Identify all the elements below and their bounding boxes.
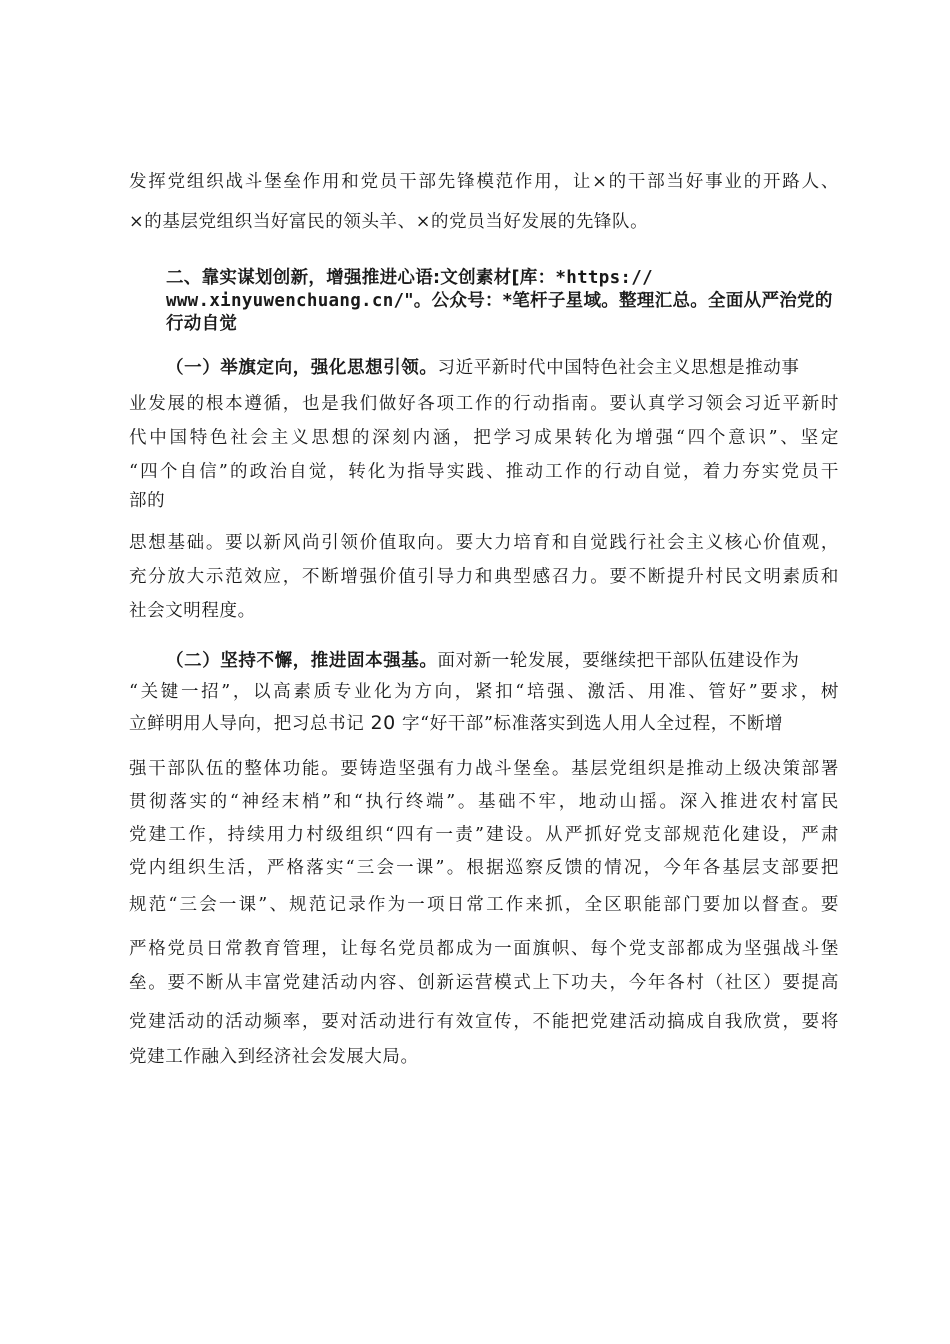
section-2-line-7: 党内组织生活，严格落实“三会一课”。根据巡察反馈的情况，今年各基层支部要把 bbox=[129, 858, 839, 878]
section-2-line-3 bbox=[129, 711, 839, 736]
heading-line-2 bbox=[166, 289, 846, 313]
section-1-line-6: 思想基础。要以新风尚引领价值取向。要大力培育和自觉践行社会主义核心价值观， bbox=[129, 533, 839, 553]
section-1-line-1-rest: 习近平新时代中国特色社会主义思想是推动事 bbox=[437, 358, 800, 378]
section-1-line-7: 充分放大示范效应，不断增强价值引导力和典型感召力。要不断提升村民文明素质和 bbox=[129, 567, 839, 587]
intro-line-1: 发挥党组织战斗堡垒作用和党员干部先锋模范作用，让×的干部当好事业的开路人、 bbox=[129, 172, 839, 192]
section-2-lead: （二）坚持不懈，推进固本强基。 bbox=[166, 651, 438, 671]
section-2-line-11: 党建活动的活动频率，要对活动进行有效宣传，不能把党建活动搞成自我欣赏，要将 bbox=[129, 1012, 839, 1032]
section-2-line-9: 严格党员日常教育管理，让每名党员都成为一面旗帜、每个党支部都成为坚强战斗堡 bbox=[129, 939, 839, 959]
section-1-line-4: “四个自信”的政治自觉，转化为指导实践、推动工作的行动自觉，着力夯实党员干 bbox=[129, 462, 839, 482]
section-2-line-1-rest: 面对新一轮发展，要继续把干部队伍建设作为 bbox=[437, 651, 800, 671]
section-1-line-5: 部的 bbox=[129, 491, 166, 511]
section-2-line-3-num: 20 bbox=[370, 712, 396, 734]
intro-line-2: ×的基层党组织当好富民的领头羊、×的党员当好发展的先锋队。 bbox=[129, 212, 649, 232]
section-2-line-5: 贯彻落实的“神经末梢”和“执行终端”。基础不牢，地动山摇。深入推进农村富民 bbox=[129, 792, 839, 812]
section-2-line-12: 党建工作融入到经济社会发展大局。 bbox=[129, 1047, 419, 1067]
section-2-line-4: 强干部队伍的整体功能。要铸造坚强有力战斗堡垒。基层党组织是推动上级决策部署 bbox=[129, 759, 839, 779]
heading-url: www.xinyuwenchuang.cn/ bbox=[166, 291, 405, 311]
heading-url-start: *https:// bbox=[555, 268, 653, 288]
heading-line-1 bbox=[166, 266, 846, 290]
section-2-line-2: “关键一招”，以高素质专业化为方向，紧扣“培强、激活、用准、管好”要求，树 bbox=[129, 682, 839, 702]
section-1-line-8: 社会文明程度。 bbox=[129, 601, 256, 621]
section-1-lead: （一）举旗定向，强化思想引领。 bbox=[166, 358, 438, 378]
section-2-line-10: 垒。要不断从丰富党建活动内容、创新运营模式上下功夫，今年各村（社区）要提高 bbox=[129, 973, 839, 993]
section-1-line-1 bbox=[166, 356, 806, 380]
section-2-line-1 bbox=[166, 649, 839, 673]
section-2-line-3-b: 字“好干部”标准落实到选人用人全过程，不断增 bbox=[402, 714, 784, 734]
section-1-line-2: 业发展的根本遵循，也是我们做好各项工作的行动指南。要认真学习领会习近平新时 bbox=[129, 394, 839, 414]
heading-title: 二、靠实谋划创新，增强推进心语:文创素材[库： bbox=[166, 268, 556, 288]
section-2-line-3-a: 立鲜明用人导向，把习总书记 bbox=[129, 714, 365, 734]
heading-line-3: 行动自觉 bbox=[166, 314, 238, 334]
section-1-line-3: 代中国特色社会主义思想的深刻内涵，把学习成果转化为增强“四个意识”、坚定 bbox=[129, 428, 839, 448]
heading-source: "。公众号：*笔杆子星域。整理汇总。全面从严治党的 bbox=[404, 291, 833, 311]
section-2-line-8: 规范“三会一课”、规范记录作为一项日常工作来抓，全区职能部门要加以督查。要 bbox=[129, 895, 839, 915]
section-2-line-6: 党建工作，持续用力村级组织“四有一责”建设。从严抓好党支部规范化建设，严肃 bbox=[129, 825, 839, 845]
